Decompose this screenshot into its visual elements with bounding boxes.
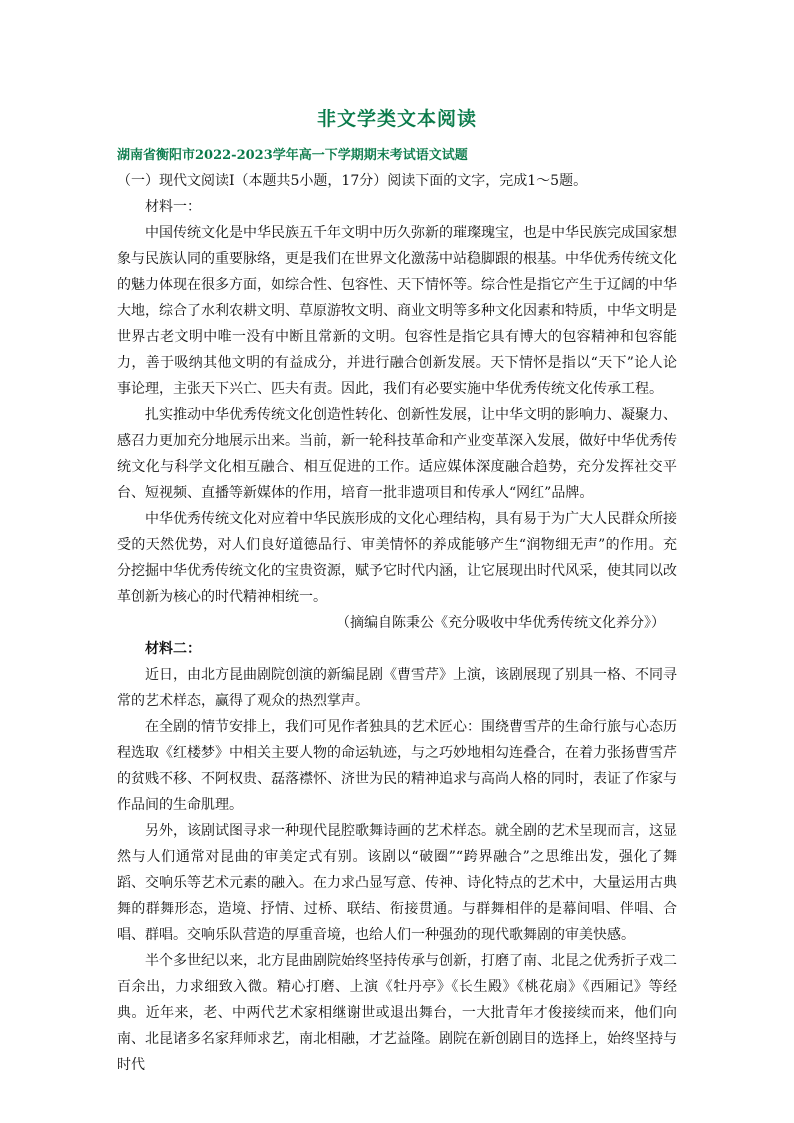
reading-text <box>117 168 677 1078</box>
material1-paragraph: 中华优秀传统文化对应着中华民族形成的文化心理结构，具有易于为广大人民群众所接受的天然优势，对人们良好道德品行、审美情怀的养成能够产生“润物细无声”的作用。充分挖掘中华优秀传统文化的宝贵资源，赋予它时代内涵，让它展现出时代风采，使其同以改革创新为核心的时代精神相统一。 <box>117 511 677 605</box>
exam-source: 湖南省衡阳市2022-2023学年高一下学期期末考试语文试题 <box>117 148 468 163</box>
material1-paragraph: 扎实推动中华优秀传统文化创造性转化、创新性发展，让中华文明的影响力、凝聚力、感召力更加充分地展示出来。当前，新一轮科技革命和产业变革深入发展，做好中华优秀传统文化与科学文化相互融合、相互促进的工作。适应媒体深度融合趋势，充分发挥社交平台、短视频、直播等新媒体的作用，培育一批非遗项目和传承人“网红”品牌。 <box>117 407 677 501</box>
material2-paragraph: 半个多世纪以来，北方昆曲剧院始终坚持传承与创新，打磨了南、北昆之优秀折子戏二百余出，力求细致入微。精心打磨、上演《牡丹亭》《长生殿》《桃花扇》《西厢记》等经典。近年来，老、中两代艺术家相继谢世或退出舞台，一大批青年才俊接续而来，他们向南、北昆诸多名家拜师求艺，南北相融，才艺益隆。剧院在新创剧目的选择上，始终坚持与时代 <box>117 953 677 1073</box>
question-instruction: （一）现代文阅读Ⅰ（本题共5小题，17分）阅读下面的文字，完成1～5题。 <box>117 173 588 189</box>
material2-label: 材料二： <box>145 641 201 657</box>
material2-paragraph: 另外，该剧试图寻求一种现代昆腔歌舞诗画的艺术样态。就全剧的艺术呈现而言，这显然与人们通常对昆曲的审美定式有别。该剧以“破圈”“跨界融合”之思维出发，强化了舞蹈、交响乐等艺术元素的融入。在力求凸显写意、传神、诗化特点的艺术中，大量运用古典舞的群舞形态，造境、抒情、过桥、联结、衔接贯通。与群舞相伴的是幕间唱、伴唱、合唱、群唱。交响乐队营造的厚重音境，也给人们一种强劲的现代歌舞剧的审美快感。 <box>117 823 677 943</box>
material1-label: 材料一： <box>145 199 201 215</box>
material1-citation: （摘编自陈秉公《充分吸收中华优秀传统文化养分》） <box>336 615 665 631</box>
material2-paragraph: 近日，由北方昆曲剧院创演的新编昆剧《曹雪芹》上演，该剧展现了别具一格、不同寻常的艺术样态，赢得了观众的热烈掌声。 <box>117 667 677 709</box>
document-title: 非文学类文本阅读 <box>316 108 477 130</box>
material1-paragraph: 中国传统文化是中华民族五千年文明中历久弥新的璀璨瑰宝，也是中华民族完成国家想象与民族认同的重要脉络，更是我们在世界文化激荡中站稳脚跟的根基。中华优秀传统文化的魅力体现在很多方面，如综合性、包容性、天下情怀等。综合性是指它产生于辽阔的中华大地，综合了水利农耕文明、草原游牧文明、商业文明等多种文化因素和特质，中华文明是世界古老文明中唯一没有中断且常新的文明。包容性是指它具有博大的包容精神和包容能力，善于吸纳其他文明的有益成分，并进行融合创新发展。天下情怀是指以“天下”论人论事论理，主张天下兴亡、匹夫有责。因此，我们有必要实施中华优秀传统文化传承工程。 <box>117 225 677 397</box>
material2-paragraph: 在全剧的情节安排上，我们可见作者独具的艺术匠心：围绕曹雪芹的生命行旅与心态历程选取《红楼梦》中相关主要人物的命运轨迹，与之巧妙地相勾连叠合，在着力张扬曹雪芹的贫贱不移、不阿权贵、磊落襟怀、济世为民的精神追求与高尚人格的同时，表证了作家与作品间的生命肌理。 <box>117 719 677 813</box>
